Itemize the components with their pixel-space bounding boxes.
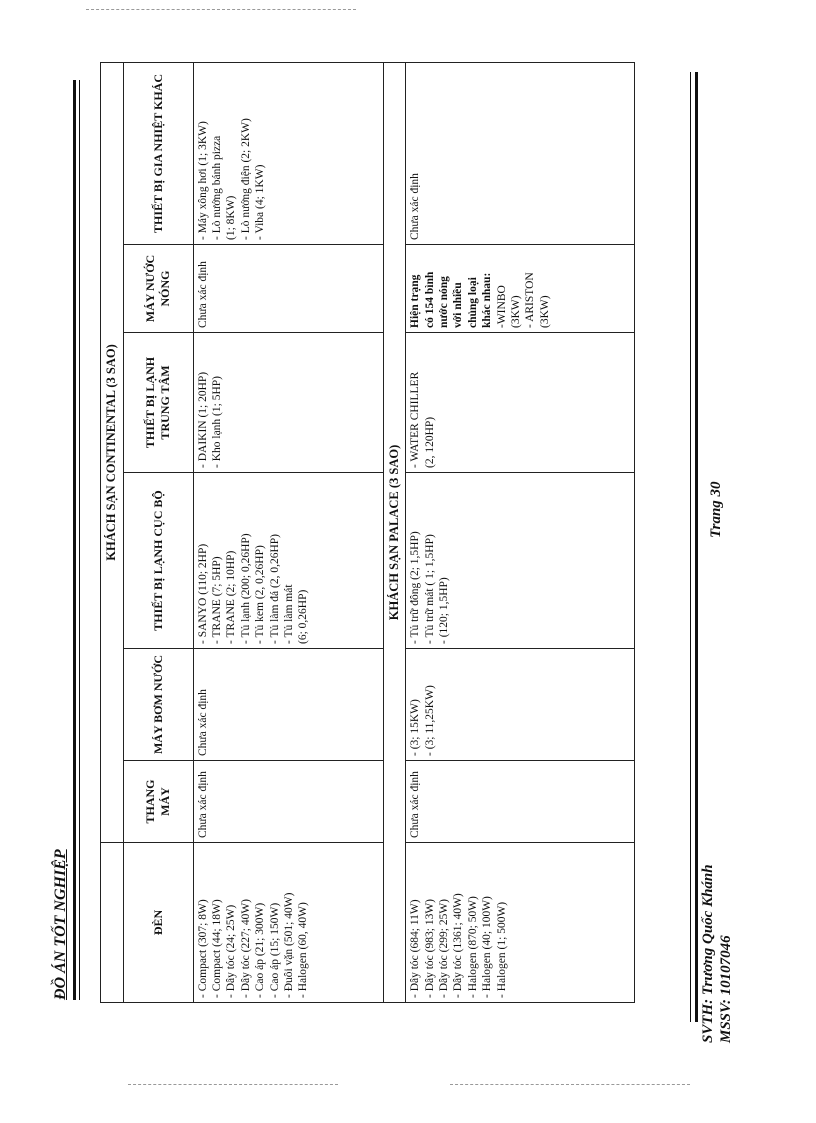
author-name: SVTH: Trương Quốc Khánh — [700, 864, 716, 1043]
cell-line: - Halogen (1; 500W) — [495, 901, 508, 998]
cell-line: với nhiều — [452, 282, 465, 328]
cell-line: - Compact (44; 18W) — [211, 899, 223, 998]
cell-line: - DAIKIN (1; 20HP) — [196, 371, 209, 468]
cell-line: - Lò nướng bánh pizza — [211, 135, 223, 240]
cell-line: - TRANE (7; 5HP) — [211, 556, 223, 644]
table-cell — [406, 649, 635, 761]
table-cell: Chưa xác định — [193, 649, 383, 761]
cell-line: - (3; 11,25KW) — [423, 685, 436, 756]
scan-artifact — [86, 9, 356, 10]
cell-line: - Halogen (40; 100W) — [481, 896, 494, 998]
cell-line: - Cao áp (15; 150W) — [268, 902, 281, 998]
cell-line: -WINBO — [495, 285, 508, 328]
cell-line: (2, 120HP) — [423, 416, 436, 468]
column-header: MÁY BƠM NƯỚC — [123, 649, 193, 761]
cell-line: - Dây tóc (299; 25W) — [438, 899, 450, 998]
column-header: ĐÈN — [123, 843, 193, 1003]
column-header: THIẾT BỊ GIA NHIỆT KHÁC — [123, 62, 193, 244]
page-number: Trang 30 — [708, 481, 724, 538]
column-header: THIẾT BỊ LẠNH CỤC BỘ — [123, 473, 193, 649]
cell-line: - Kho lạnh (1; 5HP) — [211, 376, 223, 468]
cell-line: (1; 8KW) — [225, 195, 238, 240]
cell-line: - (120; 1,5HP) — [438, 577, 450, 644]
cell-line: (6; 0,26HP) — [297, 589, 310, 644]
cell-line: - Lò nướng điện (2; 2KW) — [239, 118, 252, 240]
table-cell — [193, 62, 383, 244]
cell-line: - Tủ kem (2, 0,26HP) — [254, 545, 267, 644]
cell-line: - TRANE (2; 10HP) — [225, 550, 238, 644]
column-header: THANG MÁY — [123, 761, 193, 843]
cell-line: - Máy xông hơi (1; 3KW) — [196, 121, 209, 240]
cell-line: - Dây tóc (983; 13W) — [423, 899, 436, 998]
table-cell: Chưa xác định — [406, 761, 635, 843]
cell-line: - SANYO (110; 2HP) — [196, 543, 209, 644]
table-row — [193, 62, 383, 1002]
table-cell — [406, 245, 635, 333]
cell-line: - Dây tóc (1361; 40W) — [452, 893, 465, 998]
header-rule — [79, 80, 80, 1000]
cell-line: - Tủ lạnh (200; 0,26HP) — [239, 533, 252, 644]
cell-line: - Dây tóc (227; 40W) — [239, 899, 252, 998]
cell-line: - WATER CHILLER — [409, 371, 422, 468]
cell-line: - Đuôi vặn (501; 40W) — [282, 892, 295, 998]
cell-line: - Tủ làm mát — [282, 584, 295, 644]
cell-line: - Compact (307; 8W) — [196, 899, 209, 998]
cell-line: - ARISTON — [524, 272, 537, 328]
table-cell — [406, 333, 635, 473]
cell-line: - Cao áp (21; 300W) — [254, 902, 267, 998]
cell-line: (3KW) — [538, 295, 551, 328]
cell-line: chủng loại — [466, 277, 479, 328]
equipment-table-container — [100, 63, 635, 1003]
student-id: MSSV: 10107046 — [718, 935, 734, 1043]
header-rule — [73, 80, 76, 1000]
table-cell — [193, 333, 383, 473]
table-cell — [406, 843, 635, 1003]
cell-line: - Halogen (870; 50W) — [466, 896, 479, 998]
footer-rule — [690, 72, 691, 1022]
cell-line: - Tủ làm đá (2, 0,26HP) — [268, 534, 281, 644]
table-cell — [406, 473, 635, 649]
cell-line: - Dây tóc (24; 25W) — [225, 904, 238, 998]
table-cell — [193, 473, 383, 649]
table-cell — [193, 843, 383, 1003]
cell-line: - Dây tóc (684; 11W) — [409, 899, 422, 998]
cell-line: (3KW) — [509, 295, 522, 328]
column-header: MÁY NƯỚC NÓNG — [123, 245, 193, 333]
cell-line: khác nhau: — [481, 272, 494, 328]
cell-line: - Tủ trữ đông (2; 1,5HP) — [409, 531, 422, 644]
table-row — [406, 62, 635, 1002]
cell-line: - Tủ trữ mát ( 1; 1,5HP) — [423, 534, 436, 644]
footer-rule — [695, 72, 698, 1022]
cell-line: - (3; 15KW) — [409, 699, 422, 756]
section-title: KHÁCH SẠN PALACE (3 SAO) — [383, 62, 406, 1002]
column-header: THIẾT BỊ LẠNH TRUNG TÂM — [123, 333, 193, 473]
table-cell: Chưa xác định — [406, 62, 635, 244]
cell-line: - Halogen (60, 40W) — [297, 902, 310, 998]
scan-artifact — [450, 1084, 690, 1085]
cell-line: nước nóng — [438, 276, 450, 328]
section-title: KHÁCH SẠN CONTINENTAL (3 SAO) — [101, 62, 124, 842]
cell-line: - Viba (4; 1KW) — [254, 164, 267, 240]
table-cell: Chưa xác định — [193, 761, 383, 843]
table-cell: Chưa xác định — [193, 245, 383, 333]
scan-artifact — [128, 1084, 338, 1085]
document-title: ĐỒ ÁN TỐT NGHIỆP — [52, 849, 69, 1000]
cell-line: có 154 bình — [423, 271, 436, 328]
cell-line: Hiện trạng — [409, 274, 422, 328]
equipment-table — [100, 62, 635, 1003]
